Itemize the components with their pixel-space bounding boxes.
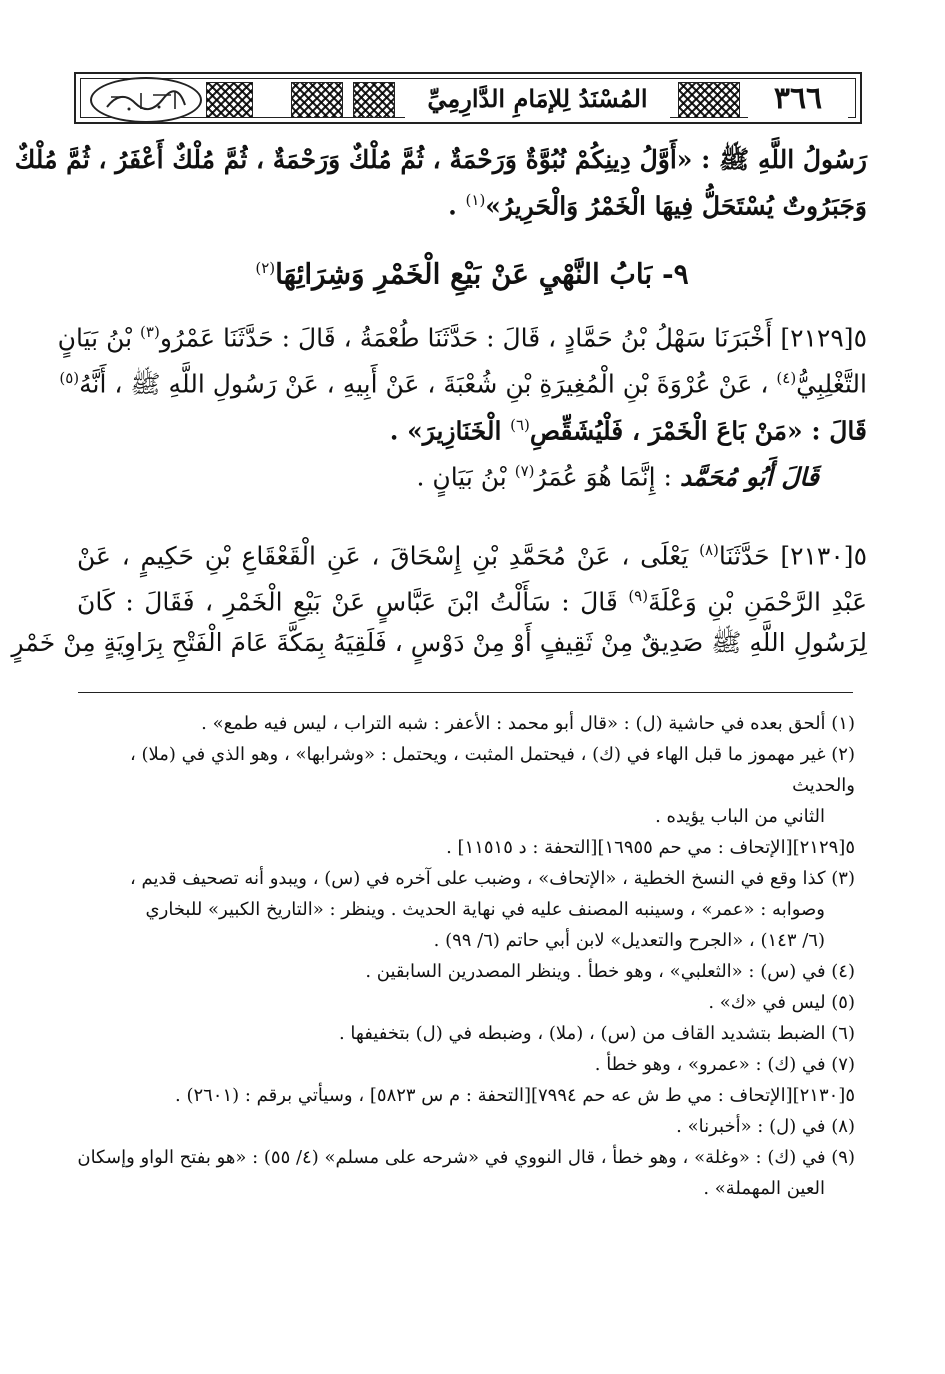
hadith-2130 xyxy=(11,530,867,663)
text-line: رَسُولُ اللَّهِ ﷺ : «أَوَّلُ دِينِكُمْ نُبُوَّةٌ وَرَحْمَةٌ ، ثُمَّ مُلْكٌ وَرَحْمَةٌ ، ثُمَّ مُلْكٌ أَعْفَرُ ، ثُمَّ مُلْكٌ xyxy=(14,145,867,174)
footnote-ref: (٤) xyxy=(776,369,797,388)
header-ornament xyxy=(678,82,740,118)
footnote: (٣) كذا وقع في النسخ الخطية ، «الإتحاف» ، وضبب على آخره في (س) ، ويبدو أنه تصحيف قديم ، وصوابه : «عمر» ، وسينبه المصنف عليه في نهاية الحديث . وينظر : «التاريخ الكبير» للبخاري (٦/ ١٤٣) ، «الجرح والتعديل» لابن أبي حاتم (٦/ ٩٩) . xyxy=(130,868,855,951)
footnote: (١) ألحق بعده في حاشية (ل) : «قال أبو محمد : الأعفر : شبه التراب ، ليس فيه طمع» . xyxy=(201,713,855,734)
footnote-ref: (٢) xyxy=(255,259,276,277)
chapter-title: ٩- بَابُ النَّهْيِ عَنْ بَيْعِ الْخَمْرِ وَشِرَائِهَا xyxy=(275,257,689,291)
footnotes xyxy=(77,708,867,1204)
takhrij-note: ٥[٢١٢٩][الإتحاف : مي حم ١٦٩٥٥][التحفة : د ١١٥١٥] . xyxy=(446,837,855,858)
footnote-ref: (٨) xyxy=(699,541,719,559)
header-ornament xyxy=(206,82,253,118)
page-number: ٣٦٦ xyxy=(748,80,848,118)
footnote-ref: (٧) xyxy=(514,461,535,480)
header-ornament xyxy=(291,82,343,118)
footnote-ref: (٦) xyxy=(510,415,530,434)
hadith-2129 xyxy=(57,312,867,497)
footnote-separator xyxy=(78,692,853,693)
footnote: (٧) في (ك) : «عمرو» ، وهو خطأ . xyxy=(594,1054,855,1075)
text-line: التَّغْلِبِيُّ$^{(٤)}$ ، عَنْ عُرْوَةَ بْنِ الْمُغِيرَةِ بْنِ شُعْبَةَ ، عَنْ أَبِيهِ ، عَنْ رَسُولِ اللَّهِ ﷺ ، أَنَّهُ$^{(٥)}$ xyxy=(59,369,867,399)
text-line: عَبْدِ الرَّحْمَنِ بْنِ وَعْلَةَ$^{(٩)}$ قَالَ : سَأَلْتُ ابْنَ عَبَّاسٍ عَنْ بَيْعِ الْخَمْرِ ، فَقَالَ : كَانَ xyxy=(77,587,867,617)
running-header xyxy=(74,72,862,124)
footnote: (٥) ليس في «ك» . xyxy=(708,992,855,1013)
takhrij-note: ٥[٢١٣٠][الإتحاف : مي ط ش عه حم ٧٩٩٤][التحفة : م س ٥٨٢٣] ، وسيأتي برقم : (٢٦٠١) . xyxy=(175,1085,855,1106)
text-line: ٥[٢١٣٠] حَدَّثَنَا$^{(٨)}$ يَعْلَى ، عَنْ مُحَمَّدِ بْنِ إِسْحَاقَ ، عَنِ الْقَعْقَاعِ بْنِ حَكِيمٍ ، عَنْ xyxy=(77,541,867,571)
footnote: (٩) في (ك) : «وغلة» ، وهو خطأ ، قال النووي في «شرحه على مسلم» (٤/ ٥٥) : «هو بفتح الواو وإسكان العين المهملة» . xyxy=(77,1147,855,1199)
main-text xyxy=(14,140,867,226)
footnote-ref: (١) xyxy=(465,191,486,209)
text-line: ٥[٢١٢٩] أَخْبَرَنَا سَهْلُ بْنُ حَمَّادٍ ، قَالَ : حَدَّثَنَا طُعْمَةُ ، قَالَ : حَدَّثَنَا عَمْرُو$^{(٣)}$ بْنُ بَيَانٍ xyxy=(57,323,867,353)
text-line: قَالَ : «مَنْ بَاعَ الْخَمْرَ ، فَلْيُشَقِّصِ$^{(٦)}$ الْخَنَازِيرَ» . xyxy=(389,415,867,445)
text-line: وَجَبَرُوتٌ يُسْتَحَلُّ فِيهَا الْخَمْرُ وَالْحَرِيرُ»$^{(١)}$ . xyxy=(448,191,867,221)
footnote: (٢) غير مهموز ما قبل الهاء في (ك) ، فيحتمل المثبت ، ويحتمل : «وشرابها» ، وهو الذي في (ملا) ، والحديث الثاني من الباب يؤيده . xyxy=(130,744,855,827)
footnote-ref: (٣) xyxy=(140,323,160,341)
footnote: (٤) في (س) : «الثعلبي» ، وهو خطأ . وينظر المصدرين السابقين . xyxy=(365,961,855,982)
calligraphy-seal-icon xyxy=(101,85,191,115)
book-seal-logo xyxy=(90,77,202,123)
header-ornament xyxy=(353,82,395,118)
footnote-ref: (٩) xyxy=(628,587,649,606)
footnote: (٦) الضبط بتشديد القاف من (س) ، (ملا) ، وضبطه في (ل) بتخفيفها . xyxy=(338,1023,855,1044)
chapter-heading xyxy=(77,246,867,296)
text-line: لِرَسُولِ اللَّهِ ﷺ صَدِيقٌ مِنْ ثَقِيفٍ أَوْ مِنْ دَوْسٍ ، فَلَقِيَهُ بِمَكَّةَ عَامَ الْفَتْحِ بِرَاوِيَةٍ مِنْ خَمْرٍ xyxy=(11,627,867,657)
footnote-ref: (٥) xyxy=(59,369,80,388)
author-comment: قَالَ أَبُو مُحَمَّد : إِنَّمَا هُوَ عُمَرُ$^{(٧)}$ بْنُ بَيَانٍ . xyxy=(416,461,819,492)
footnote: (٨) في (ل) : «أخبرنا» . xyxy=(676,1116,855,1137)
running-title: المُسْنَدُ لِلإمَامِ الدَّارِمِيِّ xyxy=(405,80,670,118)
